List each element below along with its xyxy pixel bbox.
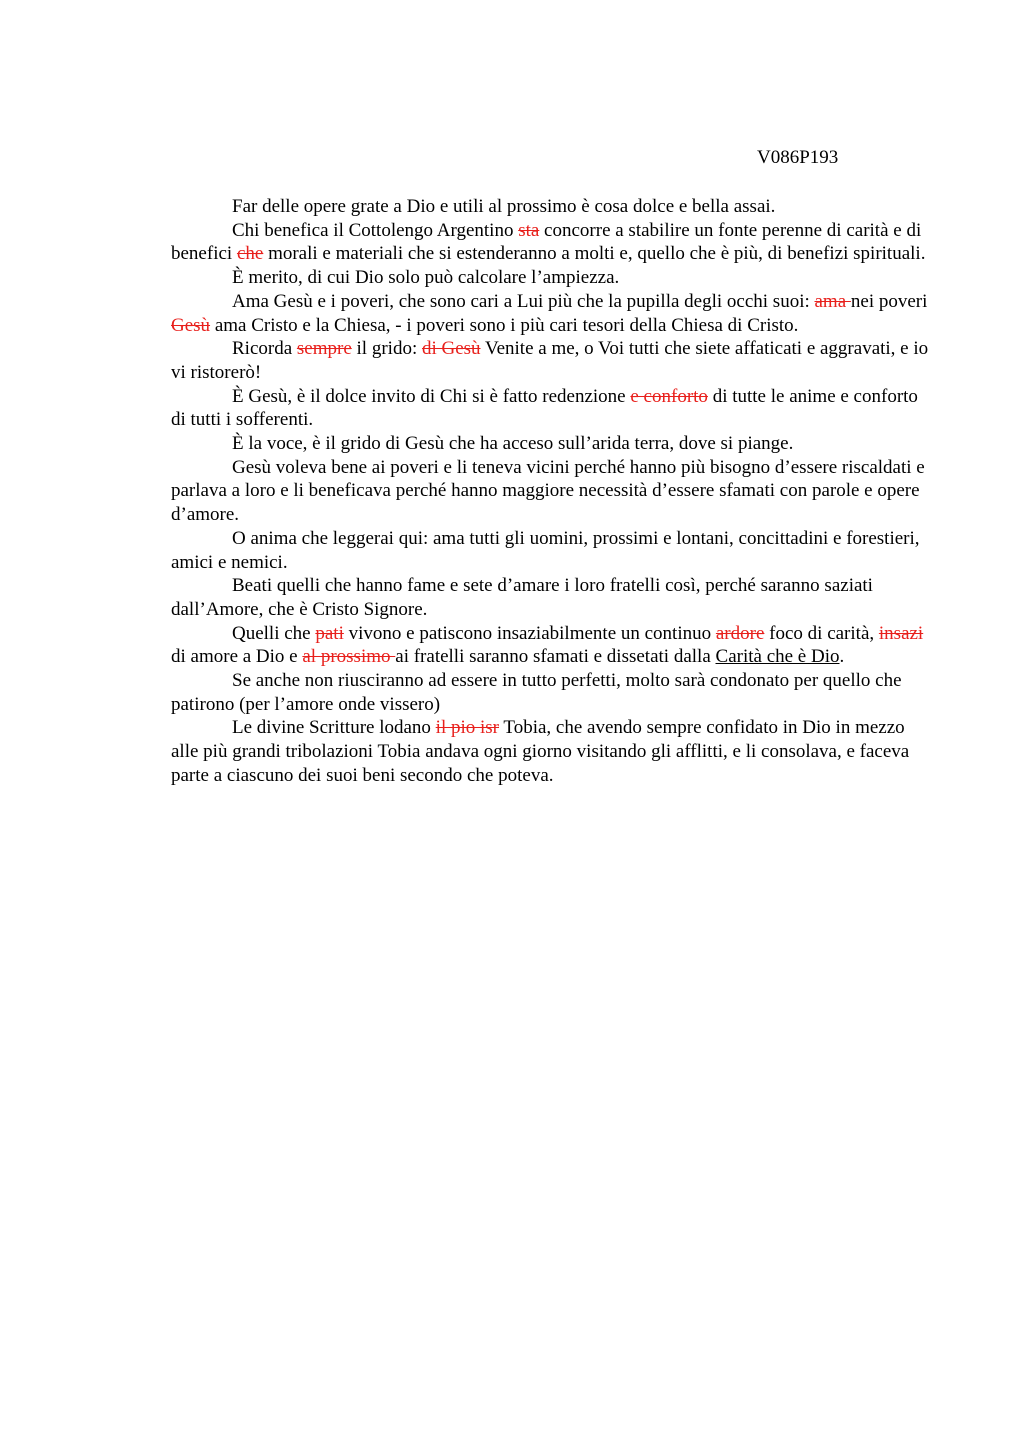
paragraph xyxy=(171,219,931,266)
deleted-text: Gesù xyxy=(171,314,211,336)
paragraph xyxy=(171,527,931,574)
text-segment: di amore a Dio e xyxy=(171,646,303,668)
paragraph xyxy=(171,385,931,432)
text-segment: foco di carità, xyxy=(764,622,879,644)
paragraph xyxy=(171,195,931,219)
text-segment: Le divine Scritture lodano xyxy=(232,717,436,739)
document-body xyxy=(171,195,931,788)
text-segment: di tutte le anime e conforto di tutti i sofferenti. xyxy=(171,385,918,431)
text-segment: Beati quelli che hanno fame e sete d’amare i loro fratelli così, perché saranno saziati dall’Amore, che è Cristo Signore. xyxy=(171,575,873,620)
text-segment: il grido: xyxy=(351,338,422,360)
deleted-text: al prossimo xyxy=(302,646,396,668)
text-segment: ai fratelli saranno sfamati e dissetati dalla xyxy=(395,646,716,668)
text-segment: Tobia, che avendo sempre confidato in Dio in mezzo alle più grandi tribolazioni Tobia andava ogni giorno visitando gli afflitti, e li consolava, e faceva parte a ciascuno dei suoi beni secondo che poteva. xyxy=(171,717,910,786)
text-segment: È merito, di cui Dio solo può calcolare l’ampiezza. xyxy=(232,267,620,289)
deleted-text: ardore xyxy=(715,622,765,644)
deleted-text: di Gesù xyxy=(421,338,481,360)
paragraph xyxy=(171,622,931,669)
text-segment: Ama Gesù e i poveri, che sono cari a Lui più che la pupilla degli occhi suoi: xyxy=(232,290,815,312)
paragraph xyxy=(171,432,931,456)
text-segment: morali e materiali che si estenderanno a molti e, quello che è più, di benefizi spirituali. xyxy=(263,243,926,265)
underlined-text: Carità che è Dio xyxy=(715,646,840,668)
text-segment: . xyxy=(839,646,845,668)
text-segment: Se anche non riusciranno ad essere in tutto perfetti, molto sarà condonato per quello che patirono (per l’amore onde vissero) xyxy=(171,670,902,715)
text-segment: È Gesù, è il dolce invito di Chi si è fatto redenzione xyxy=(232,385,631,407)
text-segment: O anima che leggerai qui: ama tutti gli uomini, prossimi e lontani, concittadini e forestieri, amici e nemici. xyxy=(171,527,920,573)
deleted-text: pati xyxy=(315,622,344,644)
deleted-text: insazi xyxy=(878,622,924,644)
text-segment: ama Cristo e la Chiesa, - i poveri sono i più cari tesori della Chiesa di Cristo. xyxy=(210,314,799,336)
paragraph xyxy=(171,574,931,621)
deleted-text: sempre xyxy=(296,338,352,360)
text-segment: vivono e patiscono insaziabilmente un continuo xyxy=(343,622,716,644)
text-segment: Ricorda xyxy=(232,338,297,360)
deleted-text: ama xyxy=(814,290,851,312)
text-segment: Chi benefica il Cottolengo Argentino xyxy=(232,219,519,241)
paragraph xyxy=(171,669,931,716)
deleted-text: sta xyxy=(518,219,540,241)
text-segment: Venite a me, o Voi tutti che siete affaticati e aggravati, e io vi ristorerò! xyxy=(171,338,929,383)
deleted-text: e conforto xyxy=(630,385,708,407)
text-segment: È la voce, è il grido di Gesù che ha acceso sull’arida terra, dove si piange. xyxy=(232,433,794,455)
deleted-text: che xyxy=(236,243,264,265)
page-reference: V086P193 xyxy=(757,147,839,168)
text-segment: Gesù voleva bene ai poveri e li teneva vicini perché hanno più bisogno d’essere riscaldati e parlava a loro e li beneficava perché hanno maggiore necessità d’essere sfamati con parole e opere d’amore. xyxy=(171,456,925,526)
paragraph xyxy=(171,716,931,787)
text-segment: Far delle opere grate a Dio e utili al prossimo è cosa dolce e bella assai. xyxy=(232,196,776,217)
text-segment: nei poveri xyxy=(850,290,928,312)
deleted-text: il pio isr xyxy=(435,717,500,739)
paragraph xyxy=(171,456,931,527)
text-segment: concorre a stabilire un fonte perenne di carità e di benefici xyxy=(171,219,922,265)
text-segment: Quelli che xyxy=(232,622,316,644)
paragraph xyxy=(171,290,931,337)
paragraph xyxy=(171,337,931,384)
paragraph xyxy=(171,266,931,290)
